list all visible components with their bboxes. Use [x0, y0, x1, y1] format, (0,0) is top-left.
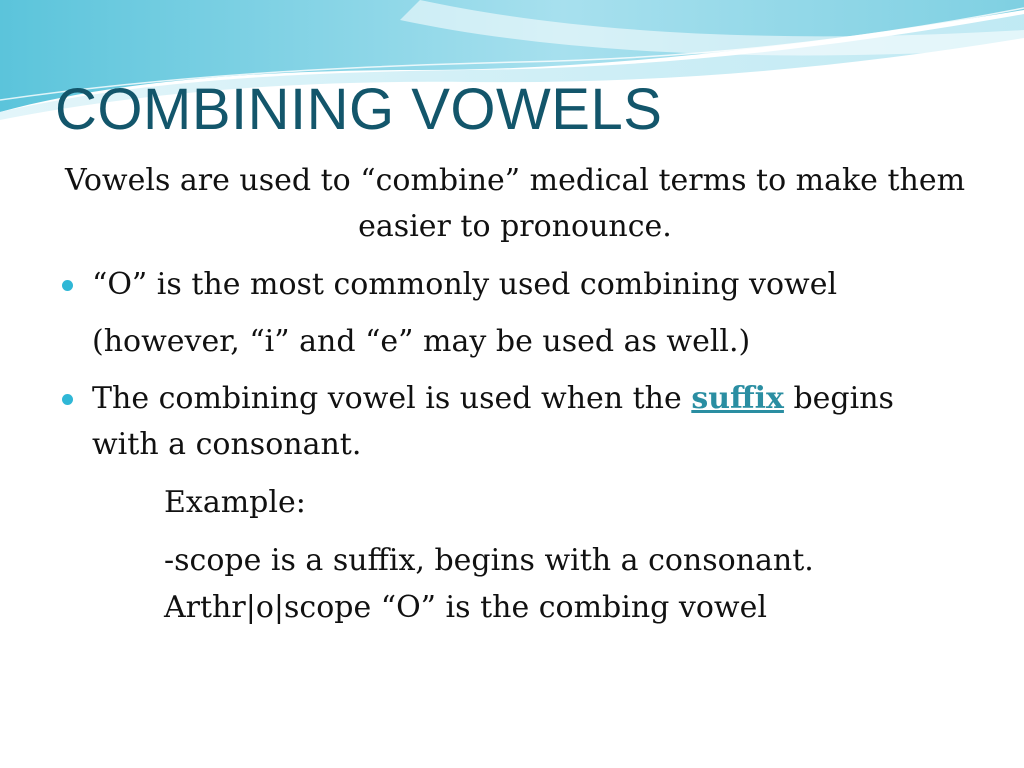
bullet-2-text-after: begins	[793, 381, 894, 416]
bullet-common-vowel	[92, 262, 837, 308]
example-line-2: Arthr|o|scope “O” is the combing vowel	[164, 590, 767, 625]
slide-title: COMBINING VOWELS	[55, 77, 663, 142]
bullet-dot-icon	[62, 394, 73, 405]
bullet-dot-icon	[62, 280, 73, 291]
bullet-2-line-2: with a consonant.	[92, 427, 362, 462]
bullet-1-text: “O” is the most commonly used combining vowel	[92, 267, 838, 302]
intro-text: Vowels are used to “combine” medical terms to make them easier to pronounce.	[64, 163, 966, 244]
example-line-1: -scope is a suffix, begins with a consonant.	[164, 543, 814, 578]
suffix-link[interactable]: suffix	[691, 381, 784, 416]
bullet-suffix-rule	[92, 376, 894, 422]
example-label: Example:	[164, 485, 306, 520]
bullet-2-text-before: The combining vowel is used when the	[92, 381, 682, 416]
bullet-1-continuation: (however, “i” and “e” may be used as well.)	[92, 324, 751, 359]
